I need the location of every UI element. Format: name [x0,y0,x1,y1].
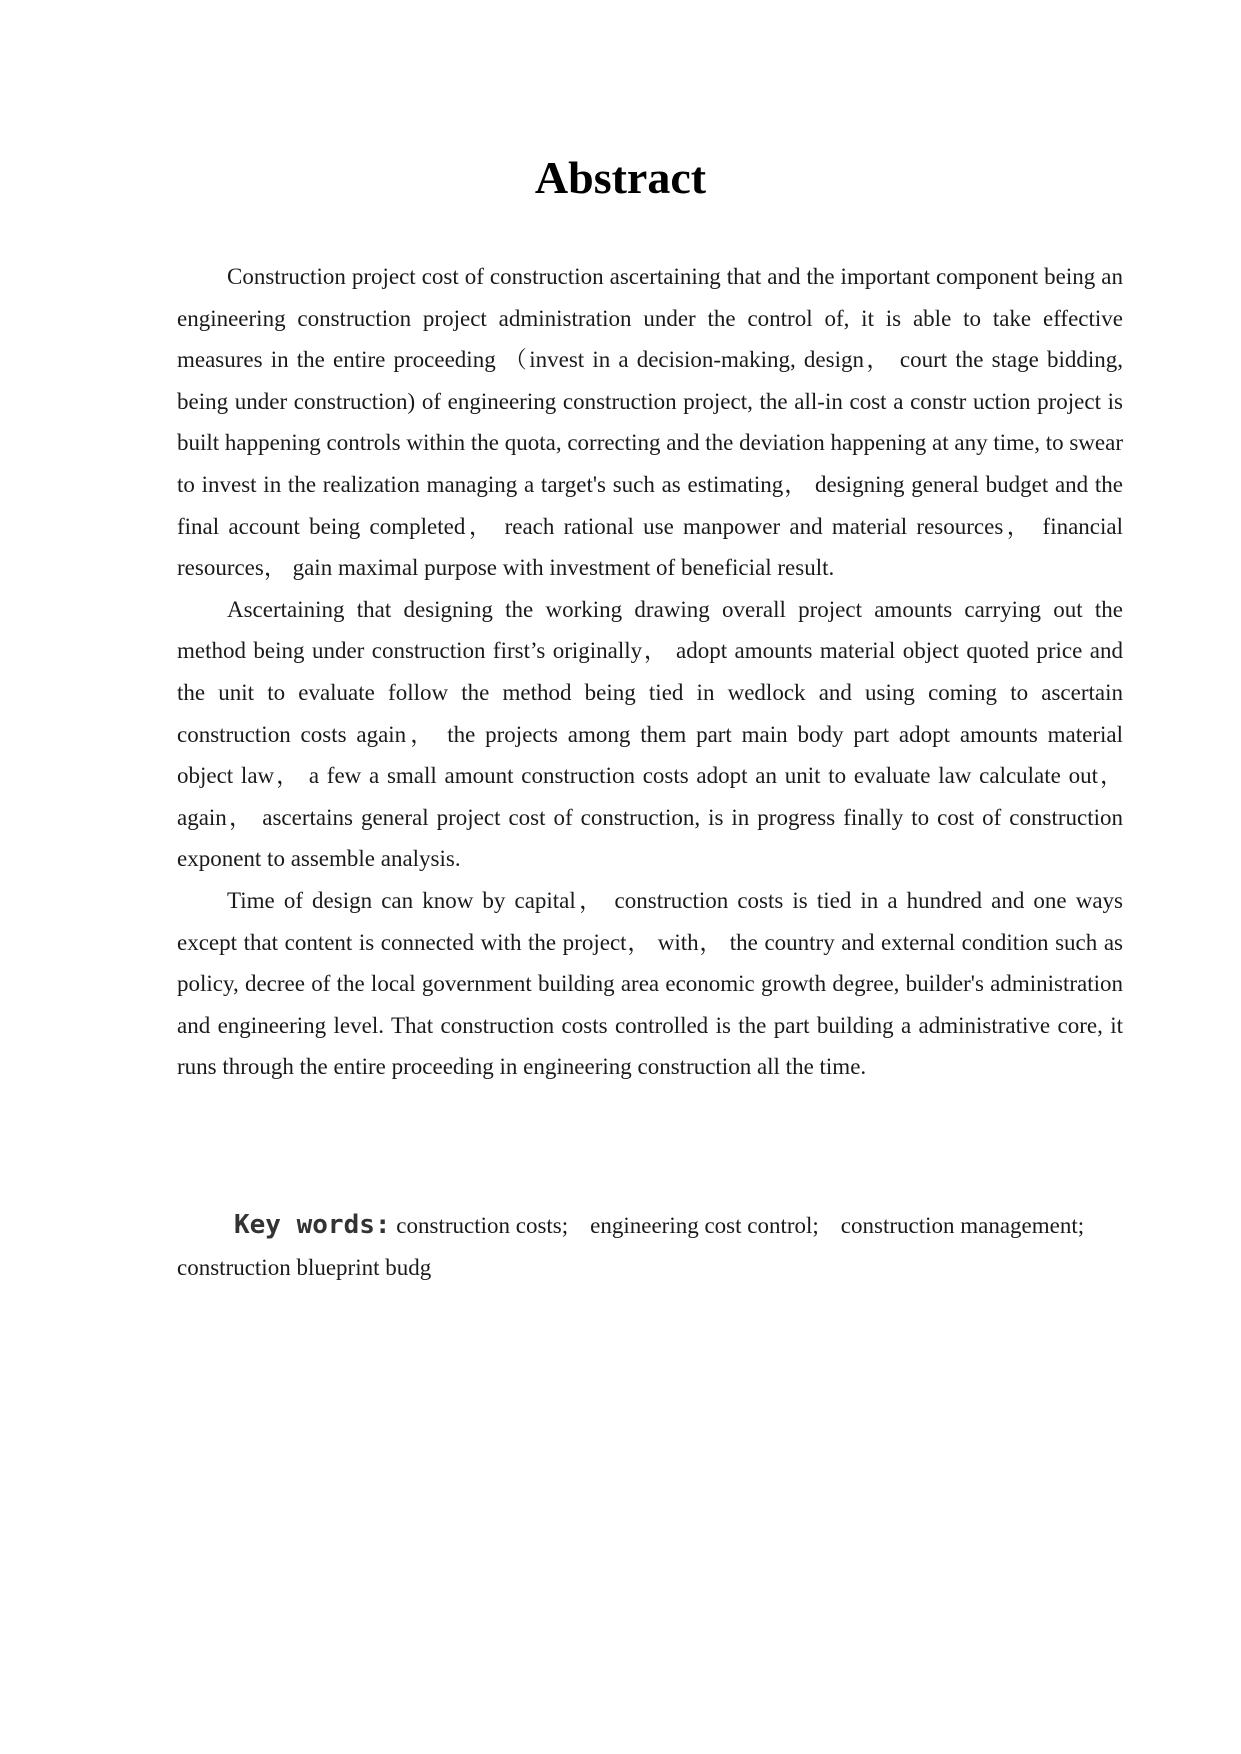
abstract-paragraph-1: Construction project cost of construction ascertaining that and the important component being an engineering construction project administration under the control of, it is able to take effective measures in the entire proceeding （invest in a decision-making, design， court the stage bidding, being under construction) of engineering construction project, the all-in cost a constr uction project is built happening controls within the quota, correcting and the deviation happening at any time, to swear to invest in the realization managing a target's such as estimating， designing general budget and the final account being completed， reach rational use manpower and material resources， financial resources， gain maximal purpose with investment of beneficial result. [177,264,1123,581]
keyword-item: construction management; [840,1213,1085,1238]
abstract-title: Abstract [534,152,707,203]
abstract-paragraph-3: Time of design can know by capital， construction costs is tied in a hundred and one ways except that content is connected with the project， with， the country and external condition such as policy, decree of the local government building area economic growth degree, builder's administration and engineering level. That construction costs controlled is the part building a administrative core, it runs through the entire proceeding in engineering construction all the time. [177,887,1123,1080]
keyword-item: engineering cost control; [590,1213,819,1238]
abstract-paragraph-2: Ascertaining that designing the working drawing overall project amounts carrying out the method being under construction first’s originally， adopt amounts material object quoted price and the unit to evaluate follow the method being tied in wedlock and using coming to ascertain construction costs again， the projects among them part main body part adopt amounts material object law， a few a small amount construction costs adopt an unit to evaluate law calculate out， again， ascertains general project cost of construction, is in progress finally to cost of construction exponent to assemble analysis. [177,596,1123,872]
keyword-item: construction blueprint budg [177,1254,432,1280]
abstract-body [177,256,1123,1088]
keyword-item: construction costs; [396,1213,569,1238]
keywords-label: Key words: [234,1210,391,1240]
keywords-section [177,1205,1152,1288]
